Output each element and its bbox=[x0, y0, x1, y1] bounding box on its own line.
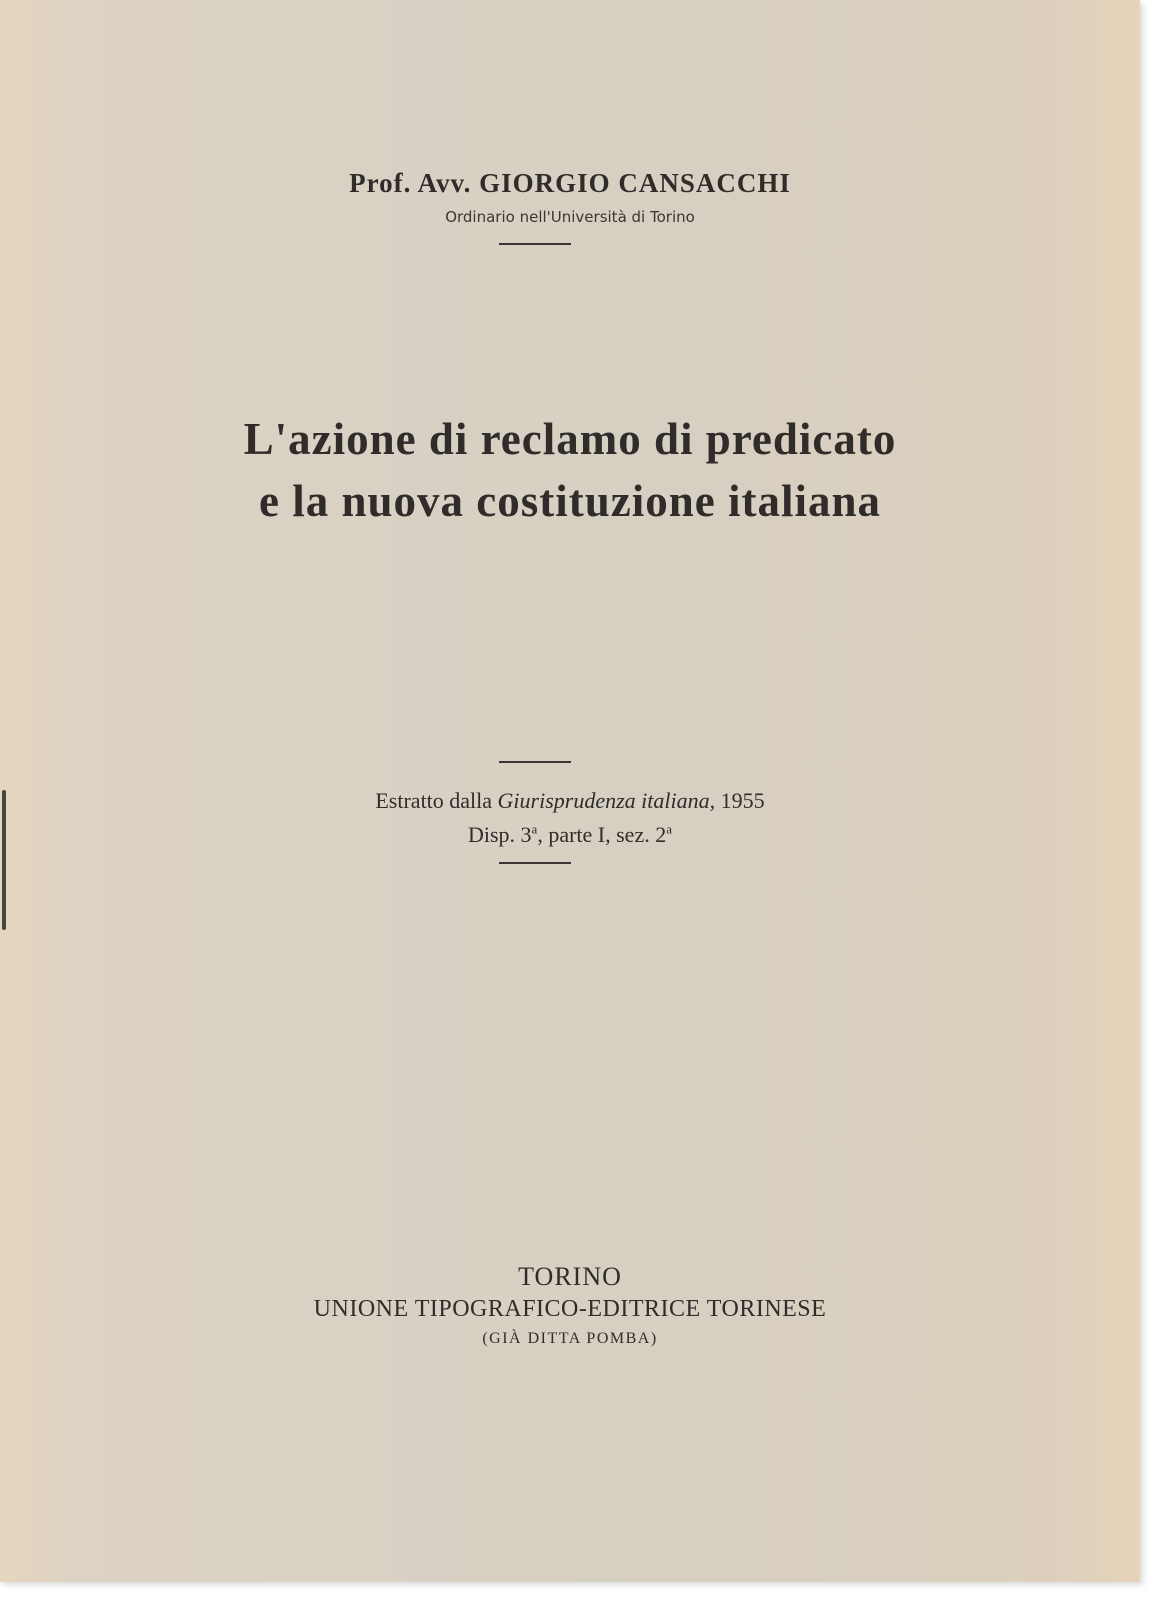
publisher-name: UNIONE TIPOGRAFICO-EDITRICE TORINESE bbox=[313, 1296, 827, 1322]
journal-name: Giurisprudenza italiana, bbox=[497, 788, 716, 813]
author-name: Prof. Avv. GIORGIO CANSACCHI bbox=[349, 168, 791, 198]
extract-notice bbox=[0, 784, 1140, 852]
author-affiliation: Ordinario nell'Università di Torino bbox=[445, 208, 695, 226]
extract-source: Estratto dalla Giurisprudenza italiana, 1955 bbox=[375, 788, 765, 813]
title-line-1: L'azione di reclamo di predicato bbox=[243, 414, 897, 464]
publisher-former-name: (GIÀ DITTA POMBA) bbox=[482, 1330, 658, 1347]
dispensa-info: Disp. 3$^a$, parte I, sez. 2$^a$ bbox=[467, 821, 672, 847]
divider-top bbox=[499, 243, 571, 245]
divider-bottom bbox=[499, 862, 571, 864]
publication-city: TORINO bbox=[518, 1262, 622, 1291]
divider-middle bbox=[499, 761, 571, 763]
document-title bbox=[0, 408, 1140, 532]
title-line-2: e la nuova costituzione italiana bbox=[258, 476, 881, 526]
